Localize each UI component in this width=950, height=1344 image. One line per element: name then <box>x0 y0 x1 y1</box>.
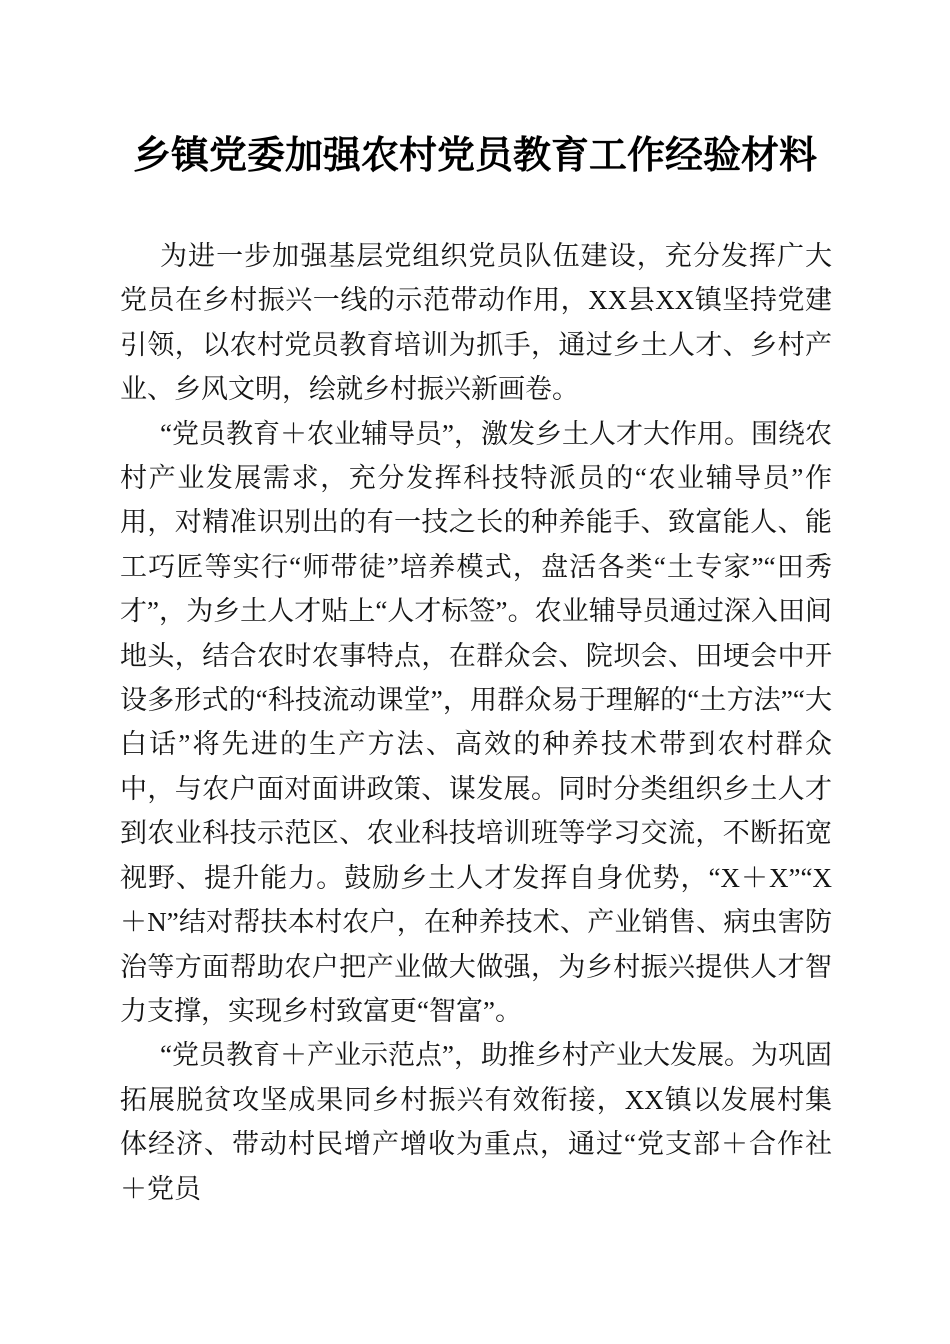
paragraph-agriculture-counselor: “党员教育＋农业辅导员”，激发乡土人才大作用。围绕农村产业发展需求，充分发挥科技特派员的“农业辅导员”作用，对精准识别出的有一技之长的种养能手、致富能人、能工巧匠等实行“师带徒”培养模式，盘活各类“土专家”“田秀才”，为乡土人才贴上“人才标签”。农业辅导员通过深入田间地头，结合农时农事特点，在群众会、院坝会、田埂会中开设多形式的“科技流动课堂”，用群众易于理解的“土方法”“大白话”将先进的生产方法、高效的种养技术带到农村群众中，与农户面对面讲政策、谋发展。同时分类组织乡土人才到农业科技示范区、农业科技培训班等学习交流，不断拓宽视野、提升能力。鼓励乡土人才发挥自身优势，“X＋X”“X＋N”结对帮扶本村农户，在种养技术、产业销售、病虫害防治等方面帮助农户把产业做大做强，为乡村振兴提供人才智力支撑，实现乡村致富更“智富”。 <box>120 418 832 1026</box>
paragraph-industry-demo-site: “党员教育＋产业示范点”，助推乡村产业大发展。为巩固拓展脱贫攻坚成果同乡村振兴有效衔接，XX镇以发展村集体经济、带动村民增产增收为重点，通过“党支部＋合作社＋党员 <box>120 1040 832 1204</box>
document-title: 乡镇党委加强农村党员教育工作经验材料 <box>132 135 817 177</box>
paragraph-intro: 为进一步加强基层党组织党员队伍建设，充分发挥广大党员在乡村振兴一线的示范带动作用，XX县XX镇坚持党建引领，以农村党员教育培训为抓手，通过乡土人才、乡村产业、乡风文明，绘就乡村振兴新画卷。 <box>120 241 832 405</box>
document-body <box>120 234 832 1211</box>
